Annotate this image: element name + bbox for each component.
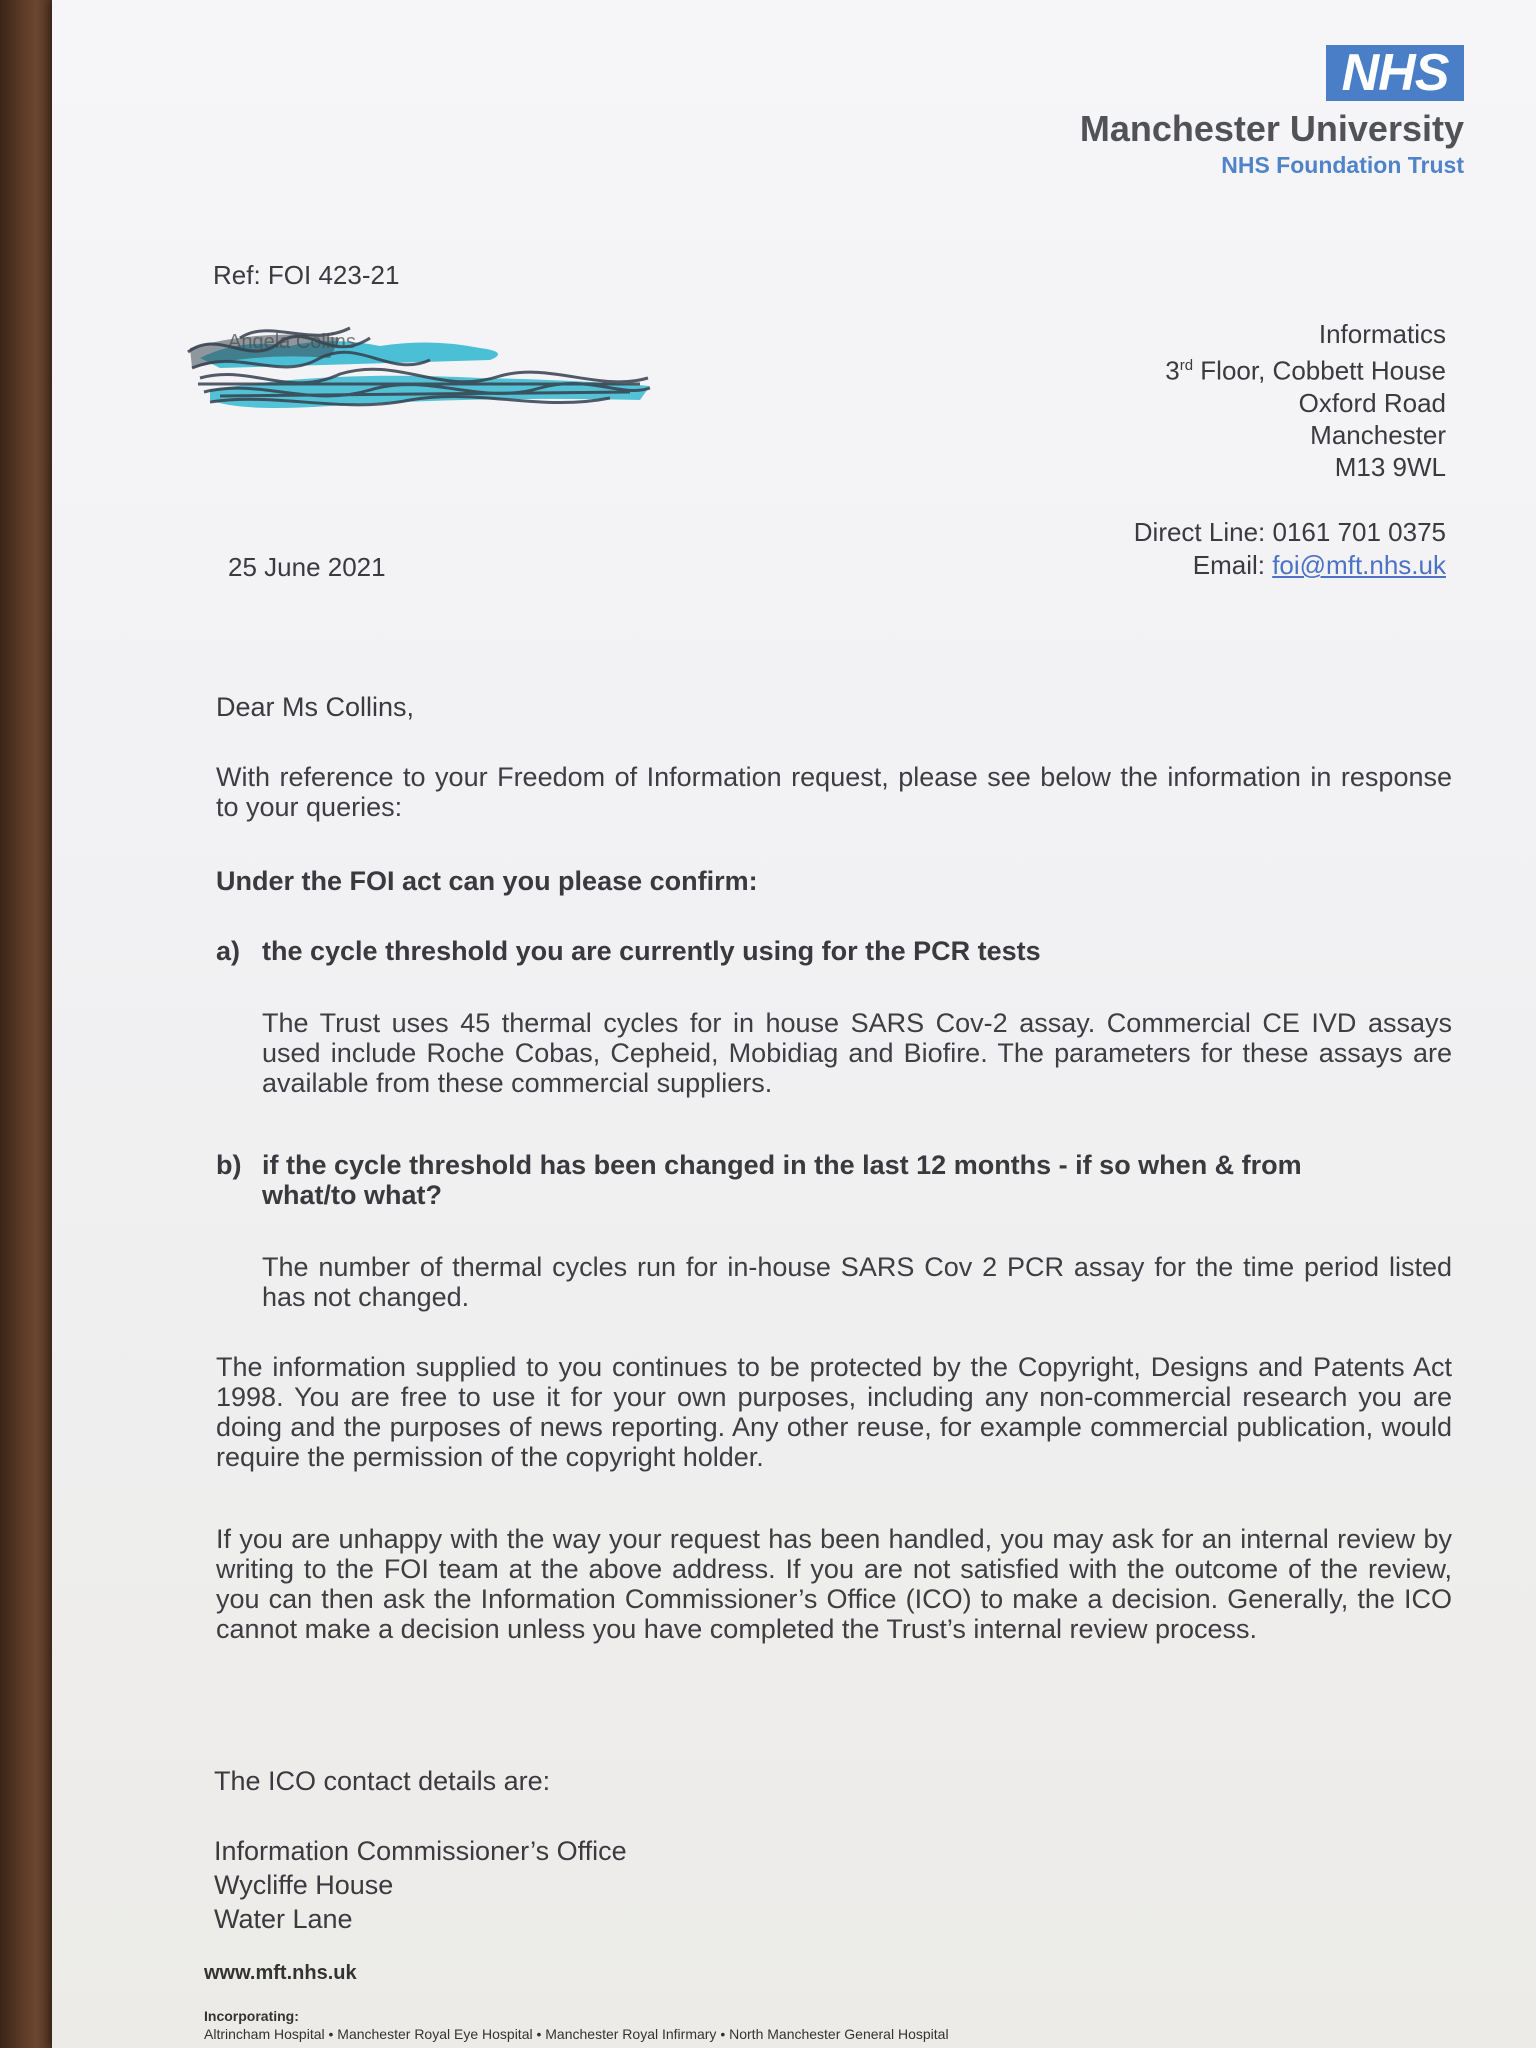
address-line: Oxford Road xyxy=(1298,387,1446,418)
address-floor-suffix: rd xyxy=(1179,357,1194,374)
footer-hospitals: Altrincham Hospital • Manchester Royal Eye Hospital • Manchester Royal Infirmary • North Manchester General Hospital xyxy=(204,2026,949,2042)
reference-number: Ref: FOI 423-21 xyxy=(213,260,400,290)
footer-incorporating: Incorporating: xyxy=(204,2008,299,2024)
email-line xyxy=(1134,549,1446,582)
address-line: M13 9WL xyxy=(1334,451,1446,482)
org-name: Manchester University xyxy=(1079,108,1464,149)
answer-b: The number of thermal cycles run for in-house SARS Cov 2 PCR assay for the time period listed has not changed. xyxy=(262,1252,1452,1312)
ico-address-line: Wycliffe House xyxy=(214,1870,394,1900)
email-link[interactable]: foi@mft.nhs.uk xyxy=(1272,550,1446,580)
letter-date: 25 June 2021 xyxy=(228,552,386,582)
question-marker-a: a) xyxy=(216,936,241,966)
redacted-name-text: Angela Collins xyxy=(228,331,356,353)
direct-line: Direct Line: 0161 701 0375 xyxy=(1133,517,1446,547)
desk-background xyxy=(0,0,60,2048)
email-label: Email: xyxy=(1192,550,1273,580)
ico-address-line: Information Commissioner’s Office xyxy=(214,1836,627,1866)
question-b-line1: if the cycle threshold has been changed in the last 12 months - if so when & from xyxy=(262,1150,1302,1180)
org-subtitle: NHS Foundation Trust xyxy=(1221,152,1464,178)
question-a: the cycle threshold you are currently using for the PCR tests xyxy=(262,936,1041,966)
address-line xyxy=(1165,350,1446,387)
redaction-scribble xyxy=(180,308,660,418)
copyright-paragraph: The information supplied to you continues to be protected by the Copyright, Designs and Patents Act 1998. You are free to use it for your own purposes, including any non-commercial research you are doing and the purposes of news reporting. Any other reuse, for example commercial publication, would require the permission of the copyright holder. xyxy=(216,1352,1452,1472)
address-line: Manchester xyxy=(1310,419,1446,450)
nhs-logo-badge: NHS xyxy=(1326,45,1464,101)
address-line: Informatics xyxy=(1318,319,1446,349)
answer-a: The Trust uses 45 thermal cycles for in house SARS Cov-2 assay. Commercial CE IVD assays used include Roche Cobas, Cepheid, Mobidiag and Biofire. The parameters for these assays are available from these commercial suppliers. xyxy=(262,1008,1452,1098)
footer-website[interactable]: www.mft.nhs.uk xyxy=(204,1962,357,1984)
contact-block xyxy=(1134,516,1446,582)
ico-address-line: Water Lane xyxy=(214,1904,353,1934)
question-b-line2: what/to what? xyxy=(262,1180,442,1210)
intro-paragraph: With reference to your Freedom of Information request, please see below the information in response to your queries: xyxy=(216,762,1452,822)
review-paragraph: If you are unhappy with the way your request has been handled, you may ask for an internal review by writing to the FOI team at the above address. If you are not satisfied with the outcome of the review, you can then ask the Information Commissioner’s Office (ICO) to make a decision. Generally, the ICO cannot make a decision unless you have completed the Trust’s internal review process. xyxy=(216,1524,1452,1644)
section-heading: Under the FOI act can you please confirm: xyxy=(216,866,758,896)
address-building: Floor, Cobbett House xyxy=(1193,355,1446,386)
salutation: Dear Ms Collins, xyxy=(216,692,415,722)
sender-address xyxy=(1165,318,1446,483)
address-floor-number: 3 xyxy=(1165,355,1180,386)
ico-intro: The ICO contact details are: xyxy=(214,1766,551,1796)
question-marker-b: b) xyxy=(216,1150,242,1180)
